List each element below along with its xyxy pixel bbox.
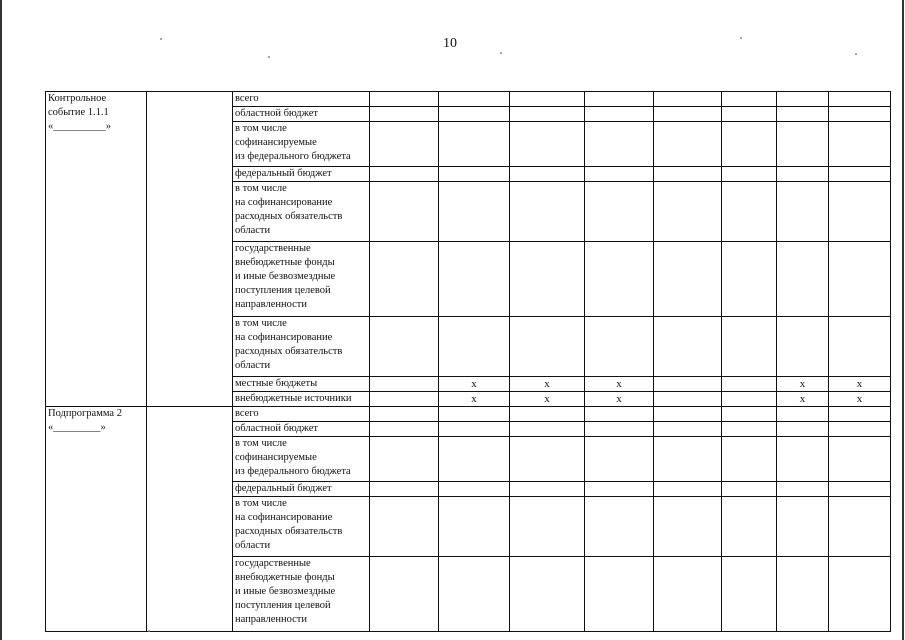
value-cell bbox=[510, 242, 585, 317]
value-cell bbox=[722, 557, 777, 632]
scan-speck bbox=[855, 53, 857, 55]
value-cell bbox=[439, 92, 510, 107]
section-title-line: «_________» bbox=[48, 422, 106, 433]
value-cell: х bbox=[510, 377, 585, 392]
value-cell bbox=[777, 557, 829, 632]
value-cell bbox=[777, 497, 829, 557]
value-cell: х bbox=[585, 392, 654, 407]
value-cell bbox=[370, 92, 439, 107]
value-cell bbox=[370, 242, 439, 317]
value-cell bbox=[722, 377, 777, 392]
funding-source-line: внебюджетные фонды bbox=[235, 257, 335, 268]
value-cell bbox=[439, 482, 510, 497]
funding-source-line: федеральный бюджет bbox=[235, 168, 332, 179]
value-cell bbox=[829, 317, 891, 377]
value-cell bbox=[722, 317, 777, 377]
value-cell bbox=[370, 122, 439, 167]
table-row bbox=[46, 407, 891, 422]
value-cell bbox=[654, 377, 722, 392]
value-cell bbox=[654, 182, 722, 242]
value-cell bbox=[777, 92, 829, 107]
funding-source-line: внебюджетные источники bbox=[235, 393, 352, 404]
funding-source-line: в том числе bbox=[235, 438, 287, 449]
value-cell bbox=[370, 377, 439, 392]
value-cell bbox=[777, 317, 829, 377]
value-cell bbox=[370, 407, 439, 422]
funding-source-cell bbox=[233, 107, 370, 122]
value-cell bbox=[722, 182, 777, 242]
value-cell bbox=[654, 392, 722, 407]
value-cell bbox=[439, 557, 510, 632]
value-cell bbox=[439, 122, 510, 167]
funding-source-line: области bbox=[235, 360, 271, 371]
funding-source-line: внебюджетные фонды bbox=[235, 572, 335, 583]
value-cell bbox=[585, 182, 654, 242]
value-cell bbox=[654, 497, 722, 557]
funding-source-line: областной бюджет bbox=[235, 423, 318, 434]
value-cell bbox=[439, 107, 510, 122]
value-cell bbox=[370, 437, 439, 482]
value-cell bbox=[654, 167, 722, 182]
funding-source-line: государственные bbox=[235, 243, 311, 254]
value-cell bbox=[370, 557, 439, 632]
value-cell bbox=[777, 422, 829, 437]
value-cell bbox=[829, 122, 891, 167]
value-cell bbox=[585, 317, 654, 377]
value-cell bbox=[829, 92, 891, 107]
value-cell bbox=[439, 167, 510, 182]
budget-table-body bbox=[46, 92, 891, 632]
funding-source-line: государственные bbox=[235, 558, 311, 569]
value-cell bbox=[829, 242, 891, 317]
value-cell bbox=[510, 497, 585, 557]
value-cell bbox=[370, 107, 439, 122]
value-cell bbox=[722, 422, 777, 437]
value-cell bbox=[585, 407, 654, 422]
funding-source-line: расходных обязательств bbox=[235, 211, 343, 222]
value-cell bbox=[585, 557, 654, 632]
value-cell bbox=[654, 122, 722, 167]
value-cell: х bbox=[439, 377, 510, 392]
funding-source-line: в том числе bbox=[235, 498, 287, 509]
value-cell bbox=[510, 92, 585, 107]
value-cell bbox=[439, 497, 510, 557]
value-cell: х bbox=[777, 392, 829, 407]
value-cell bbox=[370, 317, 439, 377]
funding-source-line: в том числе bbox=[235, 123, 287, 134]
value-cell bbox=[722, 407, 777, 422]
value-cell bbox=[439, 242, 510, 317]
value-cell bbox=[829, 557, 891, 632]
funding-source-line: из федерального бюджета bbox=[235, 151, 351, 162]
funding-source-line: и иные безвозмездные bbox=[235, 586, 336, 597]
value-cell bbox=[829, 482, 891, 497]
value-cell bbox=[777, 482, 829, 497]
value-cell bbox=[585, 107, 654, 122]
value-cell bbox=[654, 92, 722, 107]
value-cell bbox=[777, 242, 829, 317]
value-cell bbox=[370, 482, 439, 497]
funding-source-line: областной бюджет bbox=[235, 108, 318, 119]
table-row bbox=[46, 92, 891, 107]
value-cell bbox=[722, 122, 777, 167]
funding-source-cell bbox=[233, 242, 370, 317]
value-cell bbox=[722, 92, 777, 107]
responsible-cell bbox=[147, 407, 233, 632]
value-cell bbox=[370, 497, 439, 557]
value-cell bbox=[585, 122, 654, 167]
page-edge-right bbox=[902, 0, 904, 640]
funding-source-line: всего bbox=[235, 408, 259, 419]
funding-source-line: в том числе bbox=[235, 318, 287, 329]
value-cell bbox=[439, 422, 510, 437]
value-cell bbox=[585, 497, 654, 557]
value-cell: х bbox=[829, 392, 891, 407]
section-title-line: Подпрограмма 2 bbox=[48, 408, 122, 419]
value-cell bbox=[585, 482, 654, 497]
value-cell bbox=[829, 422, 891, 437]
value-cell bbox=[510, 407, 585, 422]
value-cell: х bbox=[777, 377, 829, 392]
value-cell bbox=[829, 107, 891, 122]
value-cell bbox=[829, 182, 891, 242]
funding-source-line: на софинансирование bbox=[235, 332, 333, 343]
value-cell bbox=[510, 182, 585, 242]
value-cell bbox=[654, 482, 722, 497]
scan-speck bbox=[160, 38, 162, 40]
value-cell bbox=[654, 437, 722, 482]
value-cell bbox=[439, 317, 510, 377]
value-cell bbox=[510, 482, 585, 497]
funding-source-line: направленности bbox=[235, 299, 308, 310]
value-cell bbox=[829, 407, 891, 422]
value-cell bbox=[585, 422, 654, 437]
value-cell: х bbox=[829, 377, 891, 392]
value-cell bbox=[585, 92, 654, 107]
funding-source-line: софинансируемые bbox=[235, 137, 317, 148]
value-cell bbox=[585, 437, 654, 482]
funding-source-cell bbox=[233, 392, 370, 407]
section-title-cell bbox=[46, 92, 147, 407]
funding-source-line: поступления целевой bbox=[235, 285, 331, 296]
value-cell bbox=[585, 167, 654, 182]
value-cell bbox=[510, 437, 585, 482]
funding-source-line: на софинансирование bbox=[235, 197, 333, 208]
funding-source-line: из федерального бюджета bbox=[235, 466, 351, 477]
scan-speck bbox=[148, 630, 150, 632]
value-cell bbox=[777, 407, 829, 422]
funding-source-line: местные бюджеты bbox=[235, 378, 318, 389]
budget-table bbox=[45, 91, 891, 632]
value-cell bbox=[722, 167, 777, 182]
value-cell bbox=[722, 392, 777, 407]
value-cell bbox=[510, 317, 585, 377]
funding-source-line: на софинансирование bbox=[235, 512, 333, 523]
section-title-cell bbox=[46, 407, 147, 632]
value-cell bbox=[370, 167, 439, 182]
section-title-line: «__________» bbox=[48, 121, 111, 132]
funding-source-cell bbox=[233, 182, 370, 242]
value-cell bbox=[585, 242, 654, 317]
value-cell bbox=[370, 422, 439, 437]
value-cell bbox=[722, 497, 777, 557]
funding-source-line: федеральный бюджет bbox=[235, 483, 332, 494]
page-edge-left bbox=[0, 0, 2, 640]
funding-source-cell bbox=[233, 92, 370, 107]
funding-source-cell bbox=[233, 557, 370, 632]
scan-speck bbox=[268, 56, 270, 58]
value-cell bbox=[654, 107, 722, 122]
funding-source-line: направленности bbox=[235, 614, 308, 625]
value-cell bbox=[370, 392, 439, 407]
value-cell bbox=[722, 242, 777, 317]
funding-source-cell bbox=[233, 167, 370, 182]
funding-source-cell bbox=[233, 422, 370, 437]
value-cell: х bbox=[585, 377, 654, 392]
funding-source-cell bbox=[233, 317, 370, 377]
value-cell bbox=[654, 317, 722, 377]
funding-source-cell bbox=[233, 437, 370, 482]
value-cell bbox=[370, 182, 439, 242]
value-cell bbox=[722, 437, 777, 482]
funding-source-line: всего bbox=[235, 93, 259, 104]
funding-source-line: расходных обязательств bbox=[235, 346, 343, 357]
funding-source-cell bbox=[233, 482, 370, 497]
value-cell bbox=[654, 422, 722, 437]
page-number: 10 bbox=[443, 36, 457, 51]
value-cell bbox=[829, 437, 891, 482]
value-cell bbox=[439, 437, 510, 482]
funding-source-line: в том числе bbox=[235, 183, 287, 194]
funding-source-line: расходных обязательств bbox=[235, 526, 343, 537]
value-cell bbox=[777, 122, 829, 167]
value-cell: х bbox=[439, 392, 510, 407]
value-cell bbox=[654, 242, 722, 317]
responsible-cell bbox=[147, 92, 233, 407]
scan-speck bbox=[740, 37, 742, 39]
value-cell bbox=[777, 182, 829, 242]
funding-source-line: области bbox=[235, 540, 271, 551]
value-cell bbox=[722, 482, 777, 497]
value-cell: х bbox=[510, 392, 585, 407]
value-cell bbox=[777, 437, 829, 482]
value-cell bbox=[829, 497, 891, 557]
value-cell bbox=[510, 557, 585, 632]
value-cell bbox=[510, 167, 585, 182]
funding-source-line: софинансируемые bbox=[235, 452, 317, 463]
scan-speck bbox=[500, 52, 502, 54]
value-cell bbox=[439, 182, 510, 242]
value-cell bbox=[722, 107, 777, 122]
section-title-line: событие 1.1.1 bbox=[48, 107, 109, 118]
funding-source-line: поступления целевой bbox=[235, 600, 331, 611]
value-cell bbox=[829, 167, 891, 182]
funding-source-cell bbox=[233, 377, 370, 392]
value-cell bbox=[510, 107, 585, 122]
value-cell bbox=[777, 167, 829, 182]
funding-source-cell bbox=[233, 497, 370, 557]
funding-source-line: и иные безвозмездные bbox=[235, 271, 336, 282]
funding-source-cell bbox=[233, 122, 370, 167]
section-title-line: Контрольное bbox=[48, 93, 107, 104]
funding-source-line: области bbox=[235, 225, 271, 236]
value-cell bbox=[654, 407, 722, 422]
value-cell bbox=[654, 557, 722, 632]
value-cell bbox=[510, 422, 585, 437]
value-cell bbox=[439, 407, 510, 422]
value-cell bbox=[777, 107, 829, 122]
value-cell bbox=[510, 122, 585, 167]
funding-source-cell bbox=[233, 407, 370, 422]
